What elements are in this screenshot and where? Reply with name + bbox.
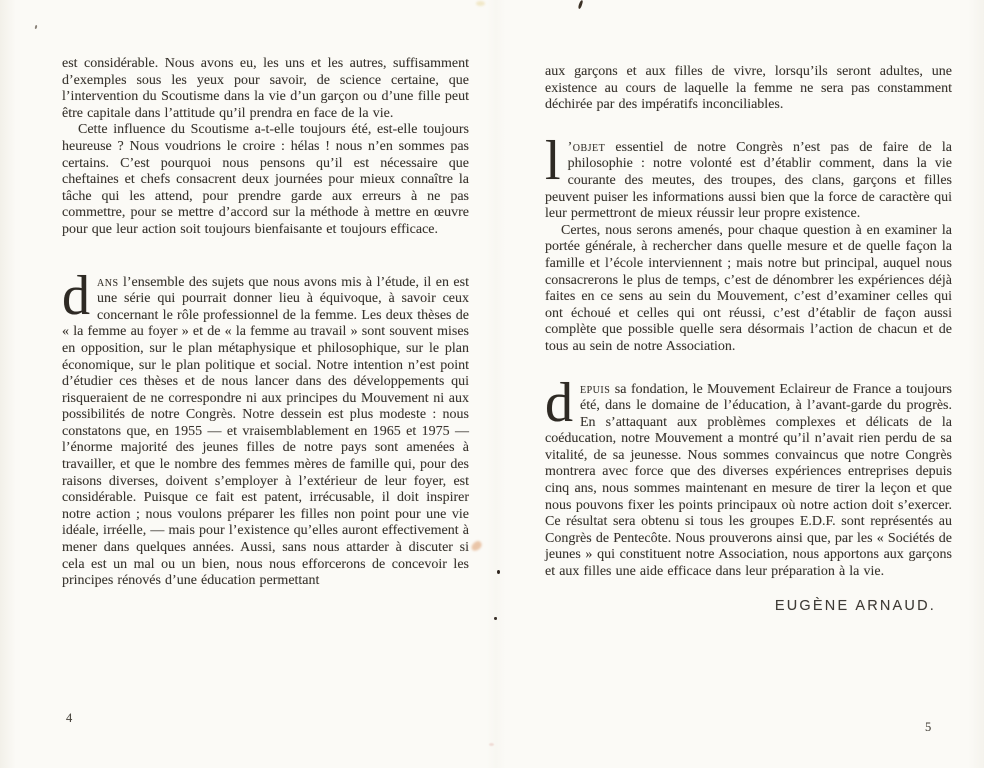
paragraph — [62, 264, 469, 590]
dropcap-letter: d — [545, 371, 573, 434]
author-signature: EUGÈNE ARNAUD. — [774, 597, 936, 614]
paragraph-text: sa fondation, le Mouvement Eclaireur de France a toujours été, dans le domaine de l’éducation, à l’avant-garde du progrès. En s’attaquant aux problèmes complexes et délicats de la coéducation, notre Mouvement a montré qu’il n’avait rien perdu de sa vitalité, de sa jeunesse. Nous sommes convaincus que notre Congrès montrera avec force que des diverses expériences entreprises depuis cinq ans, nous sommes maintenant en mesure de tirer la leçon et que nous pouvons fixer les points principaux où notre action doit s’exercer. Ce résultat sera obtenu si tous les groupes E.D.F. sont représentés au Congrès de Pentecôte. Nous prouverons ainsi que, par les « Sociétés de jeunes » qui constituent notre Association, nous apportons aux garçons et aux filles une aide efficace dans leur préparation à la vie. — [545, 381, 952, 580]
paragraph — [545, 129, 952, 223]
page-number-left: 4 — [66, 711, 73, 725]
scan-speck — [35, 25, 38, 29]
paragraph — [545, 223, 952, 356]
paragraph — [545, 371, 952, 581]
scan-smudge — [476, 1, 485, 6]
paragraph-text: Certes, nous serons amenés, pour chaque question à en examiner la portée générale, à rechercher dans quelle mesure et de quelle façon la famille et l’école interviennent ; mais notre but principal, auquel nous consacrerons le plus de temps, c’est de dénombrer les expériences déjà faites en ce sens au sein du Mouvement, c’est d’examiner celles qui ont échoué et celles qui ont réussi, c’est d’établir de façon aussi complète que possible quelle sera désormais l’action de chacun et de tous au sein de notre Association. — [545, 222, 952, 354]
paragraph-text: essentiel de notre Congrès n’est pas de faire de la philosophie : notre volonté est d’établir comment, dans la vie courante des meutes, des troupes, des clans, garçons et filles peuvent puiser les informations aussi bien que la force de caractère qui leur permettront de mieux réussir leur propre existence. — [545, 139, 952, 222]
dropcap-lead: epuis — [580, 381, 611, 397]
scan-speck — [494, 617, 497, 620]
paragraph — [62, 56, 469, 122]
scan-speck — [489, 743, 494, 746]
paragraph — [62, 122, 469, 238]
paragraph-text: est considérable. Nous avons eu, les uns et les autres, suffisamment d’exemples sous les yeux pour savoir, de science certaine, que l’intervention du Scoutisme dans la vie d’un garçon ou d’une fille peut être capitale dans l’attitude qu’il prendra en face de la vie. — [62, 56, 469, 121]
paragraph-text: aux garçons et aux filles de vivre, lorsqu’ils seront adultes, une existence au cours de laquelle la femme ne sera pas constamment déchirée par des impératifs inconciliables. — [545, 64, 952, 113]
dropcap-lead: ’objet — [567, 139, 606, 155]
right-page-column — [545, 64, 952, 614]
paragraph-text: Cette influence du Scoutisme a-t-elle toujours été, est-elle toujours heureuse ? Nous voudrions le croire : hélas ! nous n’en sommes pas certains. C’est pourquoi nous pensons qu’il est nécessaire que cheftaines et chefs consacrent deux journées pour mieux connaître la tâche qui les attend, pour prendre garde aux erreurs à ne pas commettre, pour se mettre d’accord sur la méthode à mettre en œuvre pour que leur action soit toujours bienfaisante et toujours efficace. — [62, 122, 469, 237]
page-number-right: 5 — [925, 720, 932, 734]
paragraph — [545, 64, 952, 114]
scan-smudge — [470, 540, 484, 553]
dropcap-lead: ans — [97, 274, 119, 290]
left-page-column — [62, 56, 469, 590]
scan-speck — [497, 570, 500, 574]
paragraph-text: l’ensemble des sujets que nous avons mis à l’étude, il en est une série qui pourrait donner lieu à équivoque, à savoir ceux concernant le rôle professionnel de la femme. Les deux thèses de « la femme au foyer » et de « la femme au travail » sont souvent mises en opposition, sur le plan métaphysique et philosophique, sur le plan économique, sur le plan politique et social. Notre intention n’est point d’étudier ces thèses et de nous lancer dans des développements qui risqueraient de ne correspondre ni aux principes du Mouvement ni aux possibilités de notre Congrès. Notre dessein est plus modeste : nous constatons que, en 1955 — et vraisemblablement en 1965 et 1975 — l’énorme majorité des jeunes filles de notre pays sont amenées à travailler, et que le nombre des femmes mères de famille qui, pour des raisons diverses, doivent s’employer à l’extérieur de leur foyer, est considérable. Puisque ce fait est patent, irrécusable, il doit inspirer notre action ; nous voulons préparer les filles non point pour une vie idéale, irréelle, — mais pour l’existence qu’elles auront effectivement à mener dans quelques années. Aussi, sans nous attarder à discuter si cela est un mal ou un bien, nous nous efforcerons de concevoir les principes rénovés d’une éducation permettant — [62, 274, 469, 589]
dropcap-letter: l — [545, 129, 561, 192]
scan-mark — [578, 0, 584, 9]
dropcap-letter: d — [62, 264, 90, 327]
